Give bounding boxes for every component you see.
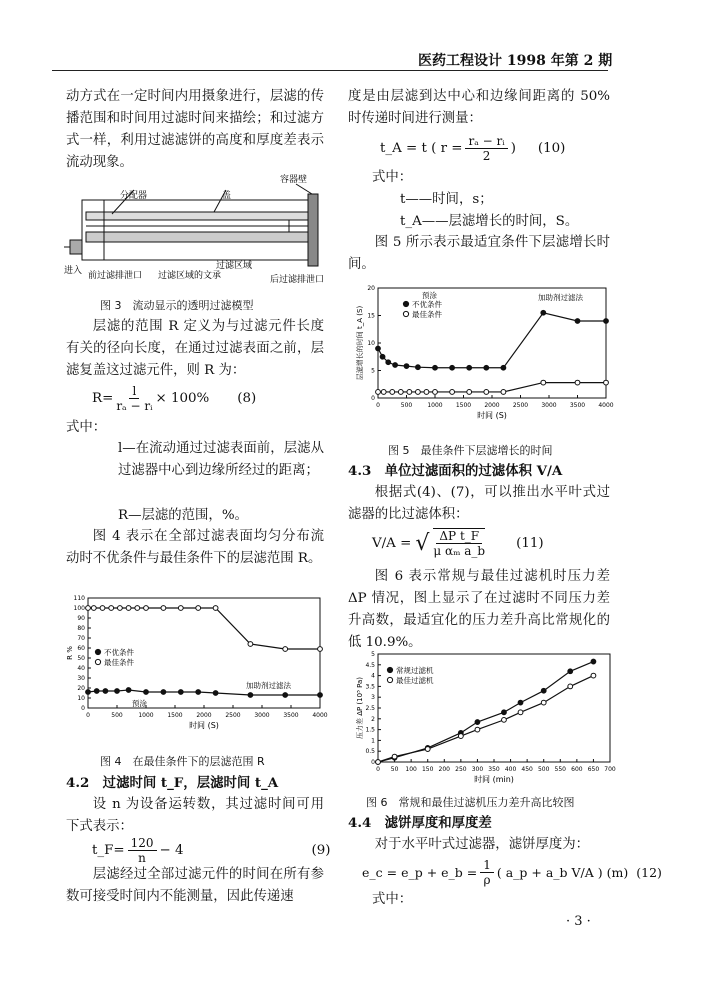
fig5-point bbox=[541, 380, 546, 385]
fig6-ytick-label: 2 bbox=[371, 715, 375, 723]
fig6-xtick-label: 400 bbox=[504, 766, 517, 773]
fig5-point bbox=[484, 365, 489, 370]
left-para-4 bbox=[66, 794, 324, 838]
fig4-legend-marker bbox=[95, 659, 100, 664]
fig5-ytick-label: 5 bbox=[371, 367, 375, 375]
eq12-lhs: e_c = e_p + e_b = bbox=[362, 865, 478, 880]
eq10-number: (10) bbox=[537, 141, 566, 156]
fig5-ytick-label: 10 bbox=[367, 340, 375, 347]
eq11-num: ΔP t_F bbox=[436, 529, 482, 544]
fig4-point bbox=[213, 606, 218, 611]
fig4-point bbox=[115, 689, 120, 694]
fig5-xlabel: 时间 (S) bbox=[477, 411, 507, 420]
eq11-number: (11) bbox=[516, 535, 544, 551]
fig3-caption: 图 3 流动显示的透明过滤模型 bbox=[100, 299, 254, 312]
fig6-point bbox=[568, 684, 573, 689]
fig6-point bbox=[425, 747, 430, 752]
fig3-label-distributor: 分配器 bbox=[120, 191, 148, 201]
fig4-ytick-label: 30 bbox=[77, 675, 85, 682]
fig4-ytick-label: 50 bbox=[77, 655, 85, 662]
fig5-xtick-label: 1500 bbox=[455, 402, 472, 409]
fig4-xtick-label: 4000 bbox=[312, 712, 328, 719]
equation-8 bbox=[92, 384, 256, 413]
fig4-xtick-label: 1000 bbox=[138, 712, 154, 719]
eq8-rhs: × 100% bbox=[155, 391, 210, 406]
fig5-point bbox=[416, 390, 421, 395]
fig4-point bbox=[86, 606, 91, 611]
right-p1-text: 度是由层滤到达中心和边缘间距离的 50% 时传递时间进行测量： bbox=[348, 89, 610, 126]
eq8-lhs: R= bbox=[92, 391, 114, 406]
fig5-point bbox=[381, 390, 386, 395]
fig4-point bbox=[94, 689, 99, 694]
fig4-point bbox=[103, 689, 108, 694]
section-4-3-heading: 4.3 单位过滤面积的过滤体积 V/A bbox=[348, 463, 563, 479]
fig5-xtick-label: 4000 bbox=[598, 402, 614, 409]
fig6-ytick-label: 1.5 bbox=[365, 726, 375, 734]
fig3-label-pre-drain: 前过滤排泄口 bbox=[88, 271, 143, 281]
fig6-point bbox=[518, 710, 523, 715]
fig6-ytick-label: 3.5 bbox=[365, 683, 375, 691]
fig6-xtick-label: 150 bbox=[421, 766, 434, 773]
fig4-point bbox=[161, 606, 166, 611]
eq9-number: (9) bbox=[311, 843, 331, 858]
fig6-point bbox=[541, 688, 546, 693]
fig4-ytick-label: 60 bbox=[77, 645, 85, 652]
eq10-rhs: ) bbox=[510, 141, 516, 156]
fig6-xtick-label: 350 bbox=[488, 766, 500, 773]
fig5-legend-marker bbox=[403, 301, 408, 306]
fig6-point bbox=[568, 669, 573, 674]
fig4-legend-label: 最佳条件 bbox=[104, 658, 134, 667]
fig4-point bbox=[283, 693, 288, 698]
left-p5-text: 层滤经过全部过滤元件的时间在所有参数可接受时间内不能测量，因此传递速 bbox=[66, 867, 324, 904]
fig4-ytick-label: 80 bbox=[77, 625, 85, 632]
left-para-1 bbox=[66, 86, 324, 174]
fig6-ytick-label: 1 bbox=[371, 737, 375, 745]
fig6-ytick-label: 5 bbox=[371, 651, 375, 658]
fig4-point bbox=[144, 690, 149, 695]
fig4-point bbox=[118, 606, 123, 611]
fig4-ytick-label: 110 bbox=[73, 595, 85, 602]
fig5-annotation: 预涂 bbox=[422, 291, 437, 300]
fig4-point bbox=[126, 606, 131, 611]
fig3-label-support: 过滤区域的文承 bbox=[158, 271, 222, 281]
fig4-ytick-label: 10 bbox=[77, 695, 85, 702]
fig6-xtick-label: 600 bbox=[571, 766, 583, 773]
fig4-point bbox=[178, 690, 183, 695]
fig4-legend-marker bbox=[95, 649, 100, 654]
fig5-xtick-label: 2000 bbox=[484, 402, 500, 409]
fig4-caption: 图 4 在最佳条件下的层滤范围 R bbox=[100, 755, 265, 768]
fig4-point bbox=[248, 642, 253, 647]
fig6-point bbox=[376, 760, 381, 765]
fig4-xtick-label: 1500 bbox=[167, 712, 183, 719]
fig4-point bbox=[196, 606, 201, 611]
equation-12 bbox=[362, 858, 662, 887]
fig4-point bbox=[91, 606, 96, 611]
fig4-point bbox=[318, 693, 323, 698]
fig6-xtick-label: 250 bbox=[455, 766, 467, 773]
eq12-den: ρ bbox=[483, 873, 491, 887]
running-header: 医药工程设计 1998 年第 2 期 bbox=[418, 53, 613, 69]
fig6-caption: 图 6 常规和最佳过滤机压力差升高比较图 bbox=[366, 796, 575, 809]
fig5-point bbox=[380, 354, 385, 359]
eq11-lhs: V/A = bbox=[372, 535, 412, 551]
fig6-point bbox=[541, 700, 546, 705]
eq10-num: rₐ − rᵢ bbox=[465, 134, 507, 149]
fig4-point bbox=[144, 606, 149, 611]
fig5-point bbox=[501, 365, 506, 370]
fig4-point bbox=[196, 690, 201, 695]
equation-9 bbox=[92, 836, 330, 865]
fig4-ytick-label: 0 bbox=[81, 705, 85, 712]
fig5-ylabel: 层滤增长的时间 t_A (S) bbox=[356, 305, 364, 381]
eq12-num: 1 bbox=[480, 858, 494, 873]
fig5-xtick-label: 500 bbox=[400, 402, 413, 409]
fig3-diagram bbox=[64, 170, 332, 288]
fig4-point bbox=[100, 606, 105, 611]
fig5-xtick-label: 3500 bbox=[569, 402, 586, 409]
fig6-ylabel: 压力差 ΔP (10⁵ Pa) bbox=[356, 676, 364, 740]
fig5-point bbox=[433, 365, 438, 370]
left-p4-text: 设 n 为设备运转数，其过滤时间可用下式表示： bbox=[66, 797, 324, 834]
fig5-xtick-label: 2500 bbox=[512, 402, 529, 409]
fig6-xtick-label: 450 bbox=[521, 766, 533, 773]
right-p2-text: 图 5 所示表示最适宜条件下层滤增长时间。 bbox=[348, 235, 610, 272]
fig5-xtick-label: 3000 bbox=[541, 402, 557, 409]
eq9-rhs: − 4 bbox=[159, 843, 184, 858]
fig6-legend-marker bbox=[387, 677, 392, 682]
fig4-ytick-label: 100 bbox=[73, 605, 85, 612]
left-para-5 bbox=[66, 864, 324, 908]
fig6-xtick-label: 200 bbox=[438, 766, 451, 773]
fig6-xtick-label: 550 bbox=[554, 766, 567, 773]
eq12-rhs: ( a_p + a_b V/A ) (m) bbox=[496, 865, 629, 880]
fig5-point bbox=[398, 390, 403, 395]
left-where: 式中： bbox=[66, 420, 107, 435]
fig4-ytick-label: 20 bbox=[77, 685, 85, 692]
fig4-annotation: 预涂 bbox=[132, 699, 147, 708]
fig3-label-lid: 盖 bbox=[222, 191, 232, 201]
eq12-number: (12) bbox=[636, 865, 662, 880]
fig5-point bbox=[407, 390, 412, 395]
fig6-ytick-label: 0.5 bbox=[365, 748, 375, 756]
fig4-ytick-label: 90 bbox=[77, 615, 85, 622]
fig5-point bbox=[467, 390, 472, 395]
fig6-chart bbox=[352, 648, 614, 794]
fig5-point bbox=[416, 365, 421, 370]
section-4-4-heading: 4.4 滤饼厚度和厚度差 bbox=[348, 815, 492, 831]
fig6-point bbox=[502, 710, 507, 715]
fig5-series-line-0 bbox=[378, 313, 606, 368]
right-where: 式中： bbox=[372, 170, 413, 185]
fig5-point bbox=[376, 346, 381, 351]
fig3-label-zone: 过滤区域 bbox=[216, 261, 253, 271]
fig5-point bbox=[393, 363, 398, 368]
fig4-point bbox=[213, 691, 218, 696]
fig5-point bbox=[450, 365, 455, 370]
fig4-xtick-label: 3500 bbox=[283, 712, 299, 719]
eq9-num: 120 bbox=[128, 836, 157, 851]
fig5-ytick-label: 15 bbox=[367, 312, 375, 320]
fig4-xtick-label: 2500 bbox=[225, 712, 241, 719]
fig6-ytick-label: 4.5 bbox=[365, 661, 375, 669]
fig3-label-post-drain: 后过滤排泄口 bbox=[270, 275, 325, 285]
fig5-point bbox=[541, 310, 546, 315]
fig6-ytick-label: 4 bbox=[371, 672, 375, 680]
right-p5-text: 对于水平叶式过滤器，滤饼厚度为： bbox=[374, 837, 590, 852]
left-para-2 bbox=[66, 316, 324, 382]
fig5-point bbox=[575, 380, 580, 385]
right-para-5 bbox=[348, 834, 610, 856]
fig6-point bbox=[475, 720, 480, 725]
page-number: · 3 · bbox=[566, 914, 591, 929]
fig4-xtick-label: 0 bbox=[86, 712, 90, 719]
equation-11: V/A = √ $\frac{\text{ΔP t\_F}}{\text{μ αₘ a\_b}}$ (11) bbox=[372, 529, 544, 558]
fig6-point bbox=[591, 673, 596, 678]
section-4-2-heading: 4.2 过滤时间 t_F，层滤时间 t_A bbox=[66, 775, 279, 791]
fig6-xtick-label: 0 bbox=[376, 766, 380, 773]
fig5-ytick-label: 20 bbox=[367, 285, 375, 292]
fig4-point bbox=[178, 606, 183, 611]
right-para-4 bbox=[348, 566, 610, 654]
eq8-num: l bbox=[129, 384, 139, 399]
fig5-chart bbox=[352, 280, 614, 428]
fig6-point bbox=[392, 754, 397, 759]
fig5-xtick-label: 0 bbox=[376, 402, 380, 409]
fig6-point bbox=[591, 659, 596, 664]
fig4-series-line-1 bbox=[88, 608, 320, 649]
fig4-ylabel: R % bbox=[66, 646, 74, 660]
fig6-legend-label: 常规过滤机 bbox=[396, 666, 434, 675]
fig4-chart bbox=[62, 592, 328, 738]
right-p4-text: 图 6 表示常规与最佳过滤机时压力差 ΔP 情况，图上显示了在过滤时不同压力差升高数，最适宜化的压力差升高比常规化的低 10.9%。 bbox=[348, 569, 610, 650]
eq9-lhs: t_F= bbox=[92, 843, 125, 858]
fig5-point bbox=[390, 390, 395, 395]
fig6-point bbox=[475, 727, 480, 732]
fig6-legend-label: 最佳过滤机 bbox=[396, 676, 434, 685]
def-tA: t_A——层滤增长的时间，S。 bbox=[400, 214, 579, 229]
fig3-label-inlet: 进入 bbox=[64, 266, 83, 276]
right-para-3 bbox=[348, 482, 610, 526]
left-para-3 bbox=[66, 526, 324, 570]
fig6-xtick-label: 700 bbox=[604, 766, 616, 773]
fig4-xtick-label: 3000 bbox=[254, 712, 270, 719]
fig4-point bbox=[109, 606, 114, 611]
fig4-point bbox=[135, 606, 140, 611]
fig6-xlabel: 时间 (min) bbox=[474, 775, 514, 784]
fig5-point bbox=[433, 390, 438, 395]
right-para-2 bbox=[348, 232, 610, 276]
fig5-point bbox=[404, 364, 409, 369]
fig4-xtick-label: 500 bbox=[111, 712, 123, 719]
def-R: R—层滤的范围，%。 bbox=[118, 508, 248, 523]
fig6-point bbox=[502, 717, 507, 722]
fig5-point bbox=[604, 380, 609, 385]
right-p3-text: 根据式(4)、(7)，可以推出水平叶式过滤器的比过滤体积： bbox=[348, 485, 610, 522]
fig5-series-line-1 bbox=[378, 383, 606, 392]
fig6-ytick-label: 3 bbox=[371, 694, 375, 702]
fig5-point bbox=[501, 390, 506, 395]
fig5-caption: 图 5 最佳条件下层滤增长的时间 bbox=[388, 444, 553, 457]
fig4-xtick-label: 2000 bbox=[196, 712, 212, 719]
fig5-point bbox=[450, 390, 455, 395]
fig5-point bbox=[424, 390, 429, 395]
fig5-point bbox=[575, 319, 580, 324]
fig5-point bbox=[604, 319, 609, 324]
fig4-ytick-label: 40 bbox=[77, 665, 85, 672]
fig5-xtick-label: 1000 bbox=[427, 402, 443, 409]
eq10-den: 2 bbox=[482, 149, 491, 163]
fig6-xtick-label: 650 bbox=[587, 766, 600, 773]
fig4-legend-label: 不优条件 bbox=[104, 648, 134, 657]
fig3-label-wall: 容器壁 bbox=[280, 175, 308, 185]
fig4-point bbox=[248, 693, 253, 698]
eq8-den: rₐ − rᵢ bbox=[116, 399, 153, 413]
right-where-2: 式中： bbox=[372, 892, 413, 907]
fig6-xtick-label: 500 bbox=[537, 766, 550, 773]
fig4-point bbox=[126, 688, 131, 693]
fig4-point bbox=[318, 647, 323, 652]
fig6-legend-marker bbox=[387, 667, 392, 672]
fig4-annotation: 加助剂过滤法 bbox=[246, 681, 291, 690]
fig5-legend-label: 不优条件 bbox=[412, 300, 442, 309]
fig5-ytick-label: 0 bbox=[371, 395, 375, 402]
fig5-annotation: 加助剂过滤法 bbox=[538, 293, 583, 302]
fig6-point bbox=[518, 700, 523, 705]
left-p1-text: 动方式在一定时间内用摄象进行，层滤的传播范围和时间用过滤时间来描绘；和过滤方式一样，利用过滤滤饼的高度和厚度差表示流动现象。 bbox=[66, 89, 324, 170]
fig6-xtick-label: 50 bbox=[390, 766, 399, 773]
fig5-point bbox=[467, 365, 472, 370]
eq11-den: μ αₘ a_b bbox=[433, 544, 486, 558]
fig4-point bbox=[86, 690, 91, 695]
fig6-xtick-label: 300 bbox=[471, 766, 484, 773]
eq9-den: n bbox=[138, 851, 146, 865]
fig5-legend-marker bbox=[403, 311, 408, 316]
fig6-point bbox=[458, 734, 463, 739]
fig5-legend-label: 最佳条件 bbox=[412, 310, 442, 319]
fig4-point bbox=[283, 647, 288, 652]
fig4-point bbox=[161, 690, 166, 695]
right-para-1 bbox=[348, 86, 610, 130]
fig4-xlabel: 时间 (S) bbox=[189, 721, 219, 730]
fig6-xtick-label: 100 bbox=[405, 766, 417, 773]
fig5-point bbox=[386, 360, 391, 365]
def-l bbox=[118, 438, 324, 482]
fig5-point bbox=[484, 390, 489, 395]
fig6-ytick-label: 2.5 bbox=[365, 705, 375, 712]
left-p2-text: 层滤的范围 R 定义为与过滤元件长度有关的径向长度，在通过过滤表面之前，层滤复盖这过滤元件，则 R 为： bbox=[66, 319, 324, 378]
fig4-ytick-label: 70 bbox=[77, 635, 85, 642]
header-rule bbox=[52, 70, 608, 71]
def-t: t——时间，s； bbox=[400, 192, 493, 207]
fig6-ytick-label: 0 bbox=[371, 759, 375, 766]
def-l-text: l—在流动通过过滤表面前，层滤从过滤器中心到边缘所经过的距离； bbox=[118, 441, 324, 478]
equation-10 bbox=[380, 134, 565, 163]
eq10-lhs: t_A = t ( r = bbox=[380, 141, 463, 156]
left-p3-text: 图 4 表示在全部过滤表面均匀分布流动时不优条件与最佳条件下的层滤范围 R。 bbox=[66, 529, 324, 566]
eq8-number: (8) bbox=[237, 391, 257, 406]
fig5-point bbox=[376, 390, 381, 395]
